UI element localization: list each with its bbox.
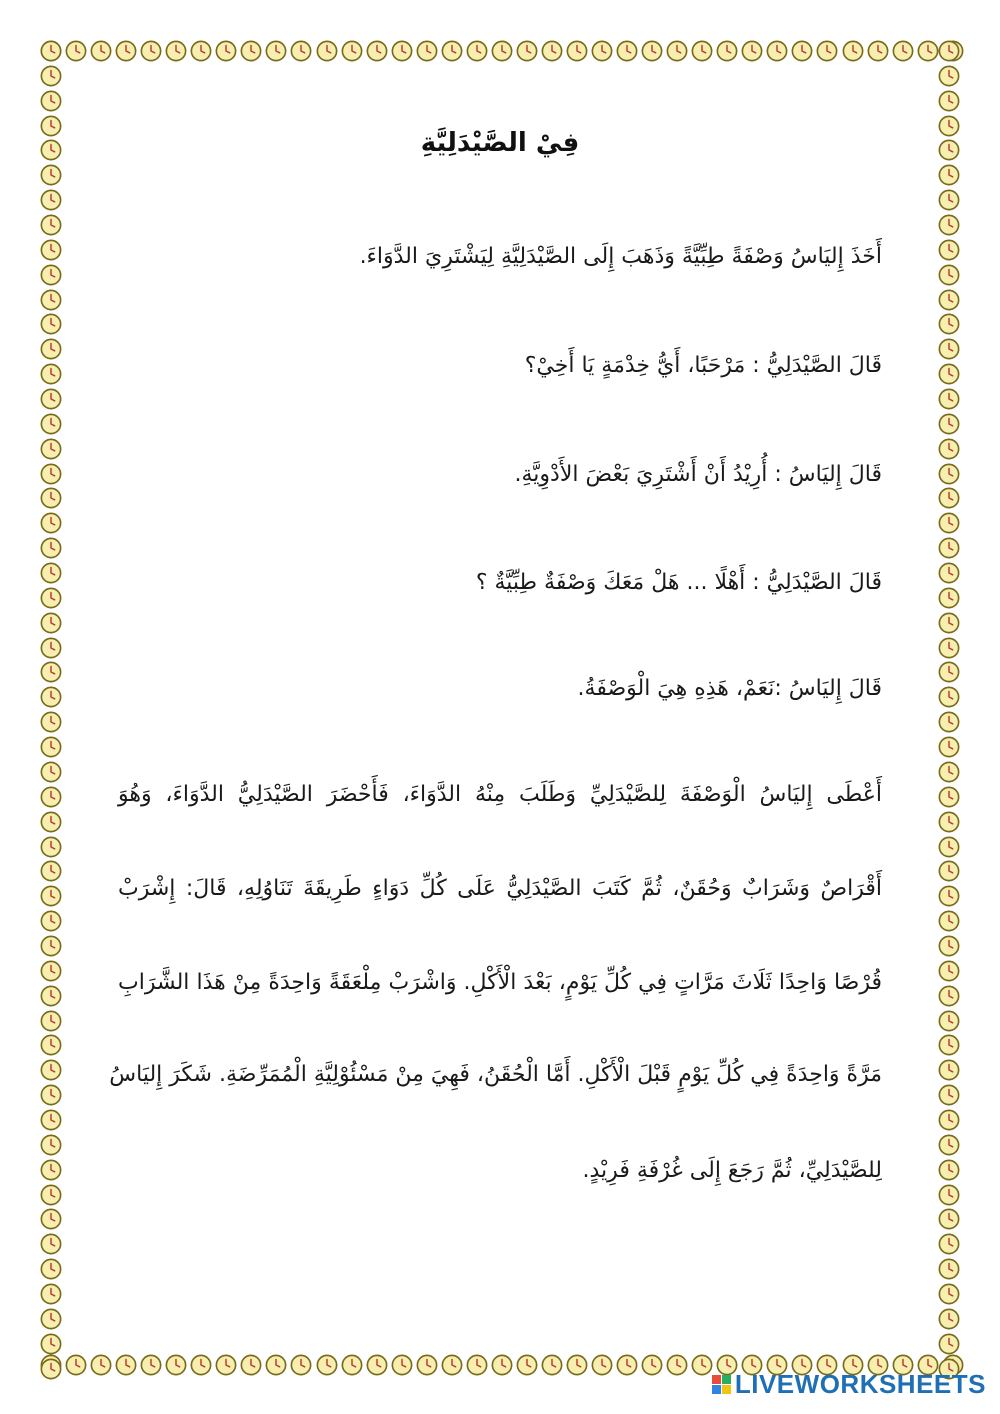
- clock-icon: [641, 1354, 663, 1376]
- clock-icon: [40, 1034, 62, 1056]
- clock-icon: [938, 413, 960, 435]
- clock-icon: [290, 40, 312, 62]
- clock-icon: [115, 1354, 137, 1376]
- clock-icon: [40, 786, 62, 808]
- clock-icon: [938, 885, 960, 907]
- clock-icon: [40, 1059, 62, 1081]
- clock-icon: [40, 811, 62, 833]
- clock-icon: [140, 1354, 162, 1376]
- liveworksheets-logo[interactable]: [712, 1369, 986, 1400]
- clock-icon: [40, 1233, 62, 1255]
- clock-icon: [40, 313, 62, 335]
- clock-icon: [40, 189, 62, 211]
- page-title: فِيْ الصَّيْدَلِيَّةِ: [420, 128, 580, 158]
- clock-icon: [938, 164, 960, 186]
- clock-icon: [341, 1354, 363, 1376]
- clock-icon: [541, 40, 563, 62]
- clock-icon: [938, 363, 960, 385]
- clock-icon: [391, 1354, 413, 1376]
- clock-icon: [40, 537, 62, 559]
- clock-icon: [40, 935, 62, 957]
- clock-icon: [40, 1010, 62, 1032]
- clock-icon: [938, 736, 960, 758]
- clock-icon: [716, 40, 738, 62]
- clock-icon: [140, 40, 162, 62]
- clock-icon: [938, 1258, 960, 1280]
- clock-icon: [591, 1354, 613, 1376]
- clock-icon: [265, 40, 287, 62]
- clock-icon: [416, 1354, 438, 1376]
- clock-icon: [40, 487, 62, 509]
- clock-icon: [240, 1354, 262, 1376]
- clock-icon: [938, 612, 960, 634]
- clock-icon: [40, 438, 62, 460]
- dialogue-line: قَالَ إِليَاسُ :نَعَمْ، هَذِهِ هِيَ الْوَصْفَةُ.: [577, 676, 882, 701]
- clock-icon: [40, 1159, 62, 1181]
- clock-icon: [491, 40, 513, 62]
- clock-icon: [938, 65, 960, 87]
- clock-icon: [40, 1084, 62, 1106]
- clock-icon: [938, 1308, 960, 1330]
- clock-icon: [40, 1308, 62, 1330]
- clock-icon: [90, 1354, 112, 1376]
- clock-icon: [40, 960, 62, 982]
- clock-icon: [40, 612, 62, 634]
- clock-icon: [816, 40, 838, 62]
- clock-icon: [938, 1084, 960, 1106]
- clock-icon: [40, 1333, 62, 1355]
- clock-icon: [938, 860, 960, 882]
- clock-icon: [40, 1283, 62, 1305]
- clock-icon: [591, 40, 613, 62]
- clock-icon: [40, 1358, 62, 1380]
- border-top: [40, 40, 964, 66]
- clock-icon: [938, 1184, 960, 1206]
- clock-icon: [666, 40, 688, 62]
- clock-icon: [766, 40, 788, 62]
- clock-icon: [938, 1283, 960, 1305]
- clock-icon: [616, 1354, 638, 1376]
- clock-icon: [40, 289, 62, 311]
- clock-icon: [40, 1208, 62, 1230]
- logo-grid-icon: [712, 1375, 731, 1394]
- clock-icon: [938, 1159, 960, 1181]
- clock-icon: [341, 40, 363, 62]
- clock-icon: [366, 1354, 388, 1376]
- clock-icon: [666, 1354, 688, 1376]
- border-right: [938, 40, 964, 1380]
- clock-icon: [90, 40, 112, 62]
- clock-icon: [938, 836, 960, 858]
- clock-icon: [466, 40, 488, 62]
- clock-icon: [938, 1109, 960, 1131]
- clock-icon: [842, 40, 864, 62]
- clock-icon: [938, 189, 960, 211]
- clock-icon: [441, 1354, 463, 1376]
- story-line: قُرْصًا وَاحِدًا ثَلَاثَ مَرَّاتٍ فِي كُلِّ يَوْمٍ، بَعْدَ الْأَكْلِ. وَاشْرَبْ مِلْعَقَةً وَاحِدَةً مِنْ هَذَا الشَّرَابِ: [118, 970, 882, 995]
- clock-icon: [791, 40, 813, 62]
- clock-icon: [938, 661, 960, 683]
- clock-icon: [40, 90, 62, 112]
- clock-icon: [165, 40, 187, 62]
- clock-icon: [40, 65, 62, 87]
- clock-icon: [917, 40, 939, 62]
- clock-icon: [40, 388, 62, 410]
- clock-icon: [938, 90, 960, 112]
- story-line: مَرَّةً وَاحِدَةً فِي كُلِّ يَوْمٍ قَبْلَ الْأَكْلِ. أَمَّا الْحُقَنُ، فَهِيَ مِنْ مَسْئُوْلِيَّةِ الْمُمَرِّضَةِ. شَكَرَ إِليَاسُ: [109, 1062, 882, 1087]
- clock-icon: [366, 40, 388, 62]
- clock-icon: [691, 40, 713, 62]
- clock-icon: [938, 438, 960, 460]
- clock-icon: [40, 363, 62, 385]
- clock-icon: [938, 239, 960, 261]
- clock-icon: [190, 40, 212, 62]
- clock-icon: [938, 40, 960, 62]
- clock-icon: [40, 736, 62, 758]
- clock-icon: [938, 214, 960, 236]
- clock-icon: [40, 239, 62, 261]
- clock-icon: [290, 1354, 312, 1376]
- clock-icon: [391, 40, 413, 62]
- clock-icon: [40, 562, 62, 584]
- clock-icon: [516, 1354, 538, 1376]
- clock-icon: [40, 512, 62, 534]
- clock-icon: [938, 711, 960, 733]
- clock-icon: [40, 164, 62, 186]
- clock-icon: [938, 388, 960, 410]
- clock-icon: [938, 562, 960, 584]
- clock-icon: [40, 587, 62, 609]
- clock-icon: [938, 786, 960, 808]
- clock-icon: [40, 985, 62, 1007]
- clock-icon: [566, 1354, 588, 1376]
- clock-icon: [541, 1354, 563, 1376]
- clock-icon: [40, 1134, 62, 1156]
- dialogue-line: قَالَ الصَّيْدَلِيُّ : أَهْلًا ... هَلْ مَعَكَ وَصْفَةٌ طِبِّيَّةٌ ؟: [475, 570, 882, 595]
- clock-icon: [516, 40, 538, 62]
- clock-icon: [40, 761, 62, 783]
- clock-icon: [566, 40, 588, 62]
- clock-icon: [40, 661, 62, 683]
- clock-icon: [938, 811, 960, 833]
- clock-icon: [40, 860, 62, 882]
- clock-icon: [938, 960, 960, 982]
- clock-icon: [316, 1354, 338, 1376]
- clock-icon: [40, 711, 62, 733]
- clock-icon: [165, 1354, 187, 1376]
- clock-icon: [416, 40, 438, 62]
- clock-icon: [938, 1208, 960, 1230]
- clock-icon: [938, 487, 960, 509]
- brand-name: LIVEWORKSHEETS: [734, 1369, 986, 1399]
- clock-icon: [65, 1354, 87, 1376]
- clock-icon: [938, 313, 960, 335]
- clock-icon: [741, 40, 763, 62]
- clock-icon: [691, 1354, 713, 1376]
- clock-icon: [938, 537, 960, 559]
- clock-icon: [240, 40, 262, 62]
- clock-icon: [938, 264, 960, 286]
- clock-icon: [40, 1109, 62, 1131]
- clock-icon: [215, 1354, 237, 1376]
- story-line: لِلصَّيْدَلِيِّ، ثُمَّ رَجَعَ إِلَى غُرْفَةِ فَرِيْدٍ.: [582, 1158, 882, 1183]
- clock-icon: [190, 1354, 212, 1376]
- clock-icon: [115, 40, 137, 62]
- clock-icon: [40, 836, 62, 858]
- clock-icon: [892, 40, 914, 62]
- clock-icon: [40, 413, 62, 435]
- clock-icon: [938, 289, 960, 311]
- clock-icon: [938, 338, 960, 360]
- clock-icon: [938, 512, 960, 534]
- dialogue-line: أَخَذَ إِليَاسُ وَصْفَةً طِبِّيَّةً وَذَهَبَ إِلَى الصَّيْدَلِيَّةِ لِيَشْتَرِيَ الدَّوَاءَ.: [359, 244, 882, 269]
- clock-icon: [265, 1354, 287, 1376]
- clock-icon: [641, 40, 663, 62]
- clock-icon: [40, 40, 62, 62]
- dialogue-line: قَالَ إِليَاسُ : أُرِيْدُ أَنْ أَشْتَرِيَ بَعْضَ الأَدْوِيَّةِ.: [514, 462, 882, 487]
- clock-icon: [938, 910, 960, 932]
- clock-icon: [491, 1354, 513, 1376]
- clock-icon: [40, 214, 62, 236]
- clock-icon: [938, 761, 960, 783]
- clock-icon: [40, 264, 62, 286]
- clock-icon: [40, 1258, 62, 1280]
- dialogue-line: قَالَ الصَّيْدَلِيُّ : مَرْحَبًا، أَيُّ خِدْمَةٍ يَا أَخِيْ؟: [524, 353, 882, 378]
- clock-icon: [938, 985, 960, 1007]
- clock-icon: [40, 910, 62, 932]
- story-line: أَقْرَاصٌ وَشَرَابٌ وَحُقَنٌ، ثُمَّ كَتَبَ الصَّيْدَلِيُّ عَلَى كُلِّ دَوَاءٍ طَرِيقَةَ تَنَاوُلِهِ، قَالَ: إِشْرَبْ: [118, 876, 882, 901]
- clock-icon: [215, 40, 237, 62]
- clock-icon: [938, 1034, 960, 1056]
- clock-icon: [40, 885, 62, 907]
- clock-icon: [938, 587, 960, 609]
- clock-icon: [867, 40, 889, 62]
- clock-icon: [40, 637, 62, 659]
- clock-icon: [40, 463, 62, 485]
- clock-icon: [938, 1333, 960, 1355]
- clock-icon: [938, 686, 960, 708]
- clock-icon: [938, 935, 960, 957]
- clock-icon: [616, 40, 638, 62]
- clock-icon: [441, 40, 463, 62]
- clock-icon: [938, 1010, 960, 1032]
- border-left: [40, 40, 66, 1380]
- clock-icon: [938, 1134, 960, 1156]
- clock-icon: [40, 686, 62, 708]
- story-line: أَعْطَى إِليَاسُ الْوَصْفَةَ لِلصَّيْدَلِيِّ وَطَلَبَ مِنْهُ الدَّوَاءَ، فَأَحْضَرَ الصَّيْدَلِيُّ الدَّوَاءَ، وَهُوَ: [118, 782, 882, 807]
- clock-icon: [40, 1184, 62, 1206]
- clock-icon: [65, 40, 87, 62]
- clock-icon: [938, 1059, 960, 1081]
- clock-icon: [316, 40, 338, 62]
- clock-icon: [938, 1233, 960, 1255]
- clock-icon: [466, 1354, 488, 1376]
- clock-icon: [40, 338, 62, 360]
- clock-icon: [938, 637, 960, 659]
- clock-icon: [938, 463, 960, 485]
